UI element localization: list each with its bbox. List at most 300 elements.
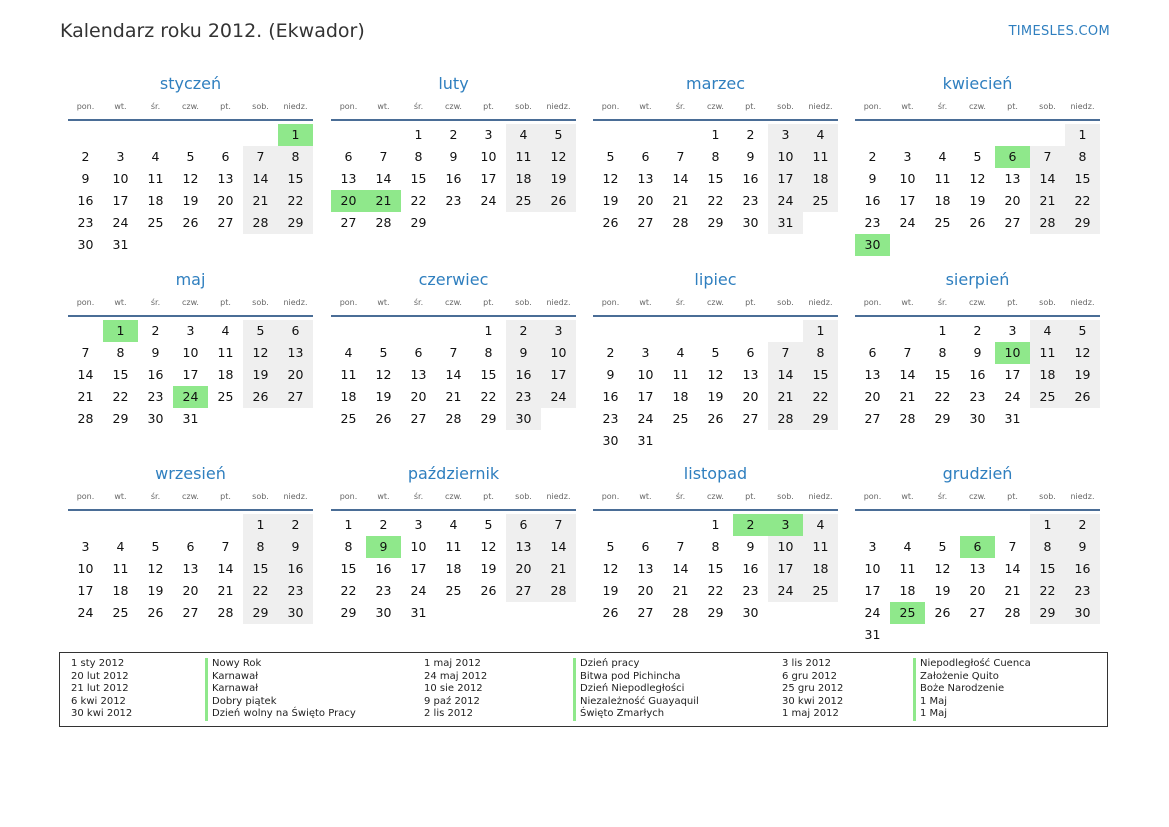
day-cell: 17 — [864, 583, 881, 598]
legend-dates-column — [782, 658, 843, 721]
legend-holiday-name: Święto Zmarłych — [573, 708, 699, 721]
legend-holiday-name: Założenie Quito — [913, 671, 1031, 684]
day-cell: 12 — [602, 171, 619, 186]
legend-holiday-name: 1 Maj — [913, 696, 1031, 709]
day-cell: 3 — [541, 320, 576, 342]
day-cell: 26 — [375, 411, 392, 426]
legend-date: 30 kwi 2012 — [782, 695, 844, 707]
day-cell: 8 — [243, 536, 278, 558]
day-cell: 20 — [969, 583, 986, 598]
day-cell: 27 — [217, 215, 234, 230]
day-cell: 11 — [445, 539, 462, 554]
day-cell: 7 — [243, 146, 278, 168]
day-cell: 1 — [1065, 124, 1100, 146]
day-cell: 31 — [182, 411, 199, 426]
month-8 — [68, 463, 313, 620]
day-cell: 6 — [344, 149, 353, 164]
day-cell: 5 — [484, 517, 493, 532]
legend-dates-column — [71, 658, 132, 721]
day-cell: 14 — [77, 367, 94, 382]
day-cell: 10 — [995, 342, 1030, 364]
day-cell: 27 — [969, 605, 986, 620]
day-cell: 25 — [217, 389, 234, 404]
day-cell: 7 — [379, 149, 388, 164]
day-cell: 17 — [410, 561, 427, 576]
day-cell: 28 — [672, 215, 689, 230]
day-cell: 19 — [147, 583, 164, 598]
month-name: marzec — [685, 74, 745, 93]
day-cell: 28 — [541, 580, 576, 602]
weekday-label: czw. — [969, 298, 986, 307]
day-cell: 3 — [903, 149, 912, 164]
day-cell: 4 — [938, 149, 947, 164]
day-cell: 30 — [602, 433, 619, 448]
legend-names-column — [913, 658, 1031, 721]
day-cell: 20 — [217, 193, 234, 208]
day-cell: 22 — [1065, 190, 1100, 212]
month-4 — [68, 269, 313, 426]
day-cell: 30 — [77, 237, 94, 252]
day-cell: 20 — [410, 389, 427, 404]
day-cell: 15 — [410, 171, 427, 186]
weekday-label: sob. — [252, 102, 269, 111]
day-cell: 31 — [768, 212, 803, 234]
day-cell: 16 — [864, 193, 881, 208]
day-cell: 11 — [934, 171, 951, 186]
weekday-header — [68, 295, 313, 317]
day-cell: 26 — [602, 215, 619, 230]
day-cell: 10 — [864, 561, 881, 576]
day-cell: 14 — [541, 536, 576, 558]
day-cell: 18 — [112, 583, 129, 598]
day-cell: 28 — [243, 212, 278, 234]
day-cell: 14 — [243, 168, 278, 190]
day-cell: 26 — [147, 605, 164, 620]
day-cell: 2 — [151, 323, 160, 338]
day-cell: 21 — [899, 389, 916, 404]
weekday-label: śr. — [150, 102, 161, 111]
weekday-label: niedz. — [546, 102, 571, 111]
day-cell: 25 — [672, 411, 689, 426]
legend-date: 1 sty 2012 — [71, 658, 125, 669]
day-cell: 20 — [182, 583, 199, 598]
day-cell: 19 — [1065, 364, 1100, 386]
day-cell: 27 — [278, 386, 313, 408]
weekday-label: śr. — [150, 298, 161, 307]
day-cell: 6 — [278, 320, 313, 342]
day-cell: 10 — [637, 367, 654, 382]
day-cell: 14 — [445, 367, 462, 382]
weekday-header — [855, 295, 1100, 317]
day-cell: 3 — [116, 149, 125, 164]
day-cell: 18 — [506, 168, 541, 190]
day-cell: 8 — [711, 149, 720, 164]
day-cell: 26 — [934, 605, 951, 620]
day-cell: 21 — [672, 193, 689, 208]
day-cell: 12 — [1065, 342, 1100, 364]
day-cell: 24 — [864, 605, 881, 620]
day-cell: 6 — [960, 536, 995, 558]
day-cell: 21 — [366, 190, 401, 212]
weekday-label: śr. — [937, 298, 948, 307]
month-3 — [855, 73, 1100, 252]
day-cell: 25 — [803, 580, 838, 602]
day-cell: 18 — [147, 193, 164, 208]
day-cell: 28 — [899, 411, 916, 426]
day-cell: 24 — [480, 193, 497, 208]
day-cell: 25 — [890, 602, 925, 624]
day-cell: 4 — [221, 323, 230, 338]
day-cell: 18 — [217, 367, 234, 382]
day-cell: 14 — [1004, 561, 1021, 576]
day-cell: 9 — [81, 171, 90, 186]
day-cell: 4 — [803, 124, 838, 146]
day-cell: 24 — [637, 411, 654, 426]
day-cell: 24 — [1004, 389, 1021, 404]
day-cell: 11 — [506, 146, 541, 168]
day-cell: 14 — [899, 367, 916, 382]
day-cell: 10 — [541, 342, 576, 364]
day-cell: 29 — [410, 215, 427, 230]
day-cell: 19 — [243, 364, 278, 386]
day-cell: 28 — [1030, 212, 1065, 234]
day-cell: 25 — [934, 215, 951, 230]
day-cell: 22 — [707, 583, 724, 598]
day-cell: 3 — [186, 323, 195, 338]
weekday-label: pon. — [863, 102, 882, 111]
weekday-header — [331, 489, 576, 511]
month-name: październik — [407, 464, 500, 483]
day-cell: 19 — [602, 193, 619, 208]
day-cell: 23 — [506, 386, 541, 408]
day-cell: 28 — [1004, 605, 1021, 620]
weekday-label: śr. — [675, 102, 686, 111]
day-cell: 29 — [707, 605, 724, 620]
weekday-label: śr. — [413, 492, 424, 501]
day-cell: 25 — [147, 215, 164, 230]
day-cell: 2 — [81, 149, 90, 164]
day-cell: 15 — [340, 561, 357, 576]
weekday-label: wt. — [377, 492, 390, 501]
site-link[interactable]: TIMESLES.COM — [1008, 24, 1110, 39]
day-cell: 19 — [969, 193, 986, 208]
day-cell: 11 — [217, 345, 234, 360]
day-cell: 10 — [410, 539, 427, 554]
legend-dates-column — [424, 658, 487, 721]
day-cell: 20 — [506, 558, 541, 580]
legend-date: 20 lut 2012 — [71, 670, 129, 682]
day-cell: 6 — [414, 345, 423, 360]
day-cell: 8 — [116, 345, 125, 360]
day-cell: 15 — [934, 367, 951, 382]
day-cell: 8 — [803, 342, 838, 364]
day-cell: 10 — [480, 149, 497, 164]
weekday-label: czw. — [445, 492, 462, 501]
day-cell: 24 — [112, 215, 129, 230]
weekday-label: czw. — [707, 492, 724, 501]
day-cell: 28 — [445, 411, 462, 426]
day-cell: 25 — [112, 605, 129, 620]
day-cell: 30 — [147, 411, 164, 426]
day-cell: 14 — [1030, 168, 1065, 190]
day-cell: 20 — [278, 364, 313, 386]
weekday-label: wt. — [114, 298, 127, 307]
weekday-label: czw. — [969, 102, 986, 111]
day-cell: 1 — [414, 127, 423, 142]
day-cell: 26 — [1065, 386, 1100, 408]
day-cell: 31 — [637, 433, 654, 448]
day-cell: 21 — [1004, 583, 1021, 598]
day-cell: 22 — [340, 583, 357, 598]
day-cell: 19 — [602, 583, 619, 598]
day-cell: 13 — [969, 561, 986, 576]
weekday-label: sob. — [515, 492, 532, 501]
legend-date: 2 lis 2012 — [424, 708, 473, 720]
day-cell: 4 — [676, 345, 685, 360]
weekday-header — [68, 489, 313, 511]
day-cell: 5 — [186, 149, 195, 164]
day-cell: 21 — [217, 583, 234, 598]
day-cell: 11 — [147, 171, 164, 186]
weekday-label: wt. — [377, 298, 390, 307]
day-cell: 7 — [81, 345, 90, 360]
day-cell: 9 — [746, 149, 755, 164]
day-cell: 17 — [637, 389, 654, 404]
legend-holiday-name: Karnawał — [205, 683, 356, 696]
month-name: lipiec — [694, 270, 737, 289]
day-cell: 19 — [375, 389, 392, 404]
day-cell: 27 — [506, 580, 541, 602]
day-cell: 22 — [934, 389, 951, 404]
day-cell: 3 — [414, 517, 423, 532]
day-cell: 7 — [221, 539, 230, 554]
holiday-legend — [59, 652, 1108, 727]
day-cell: 7 — [541, 514, 576, 536]
day-cell: 16 — [445, 171, 462, 186]
day-cell: 11 — [340, 367, 357, 382]
weekday-header — [593, 99, 838, 121]
day-cell: 26 — [243, 386, 278, 408]
day-cell: 30 — [742, 215, 759, 230]
day-cell: 18 — [340, 389, 357, 404]
day-cell: 26 — [182, 215, 199, 230]
day-cell: 8 — [414, 149, 423, 164]
day-cell: 26 — [969, 215, 986, 230]
weekday-label: czw. — [182, 298, 199, 307]
weekday-header — [331, 99, 576, 121]
day-cell: 20 — [1004, 193, 1021, 208]
day-cell: 3 — [768, 124, 803, 146]
day-cell: 11 — [112, 561, 129, 576]
day-cell: 12 — [602, 561, 619, 576]
day-cell: 24 — [77, 605, 94, 620]
day-cell: 19 — [480, 561, 497, 576]
day-cell: 13 — [637, 561, 654, 576]
day-cell: 13 — [742, 367, 759, 382]
day-cell: 14 — [217, 561, 234, 576]
day-cell: 12 — [707, 367, 724, 382]
month-1 — [331, 73, 576, 230]
day-cell: 22 — [112, 389, 129, 404]
day-cell: 21 — [77, 389, 94, 404]
day-cell: 22 — [1030, 580, 1065, 602]
weekday-label: sob. — [515, 102, 532, 111]
day-cell: 27 — [742, 411, 759, 426]
weekday-header — [331, 295, 576, 317]
day-cell: 18 — [803, 558, 838, 580]
day-cell: 8 — [711, 539, 720, 554]
legend-date: 6 gru 2012 — [782, 670, 837, 682]
day-cell: 13 — [506, 536, 541, 558]
day-cell: 17 — [480, 171, 497, 186]
weekday-label: sob. — [777, 298, 794, 307]
day-cell: 30 — [1065, 602, 1100, 624]
month-name: styczeń — [159, 74, 222, 93]
day-cell: 12 — [969, 171, 986, 186]
day-cell: 24 — [768, 580, 803, 602]
weekday-label: śr. — [675, 298, 686, 307]
day-cell: 27 — [410, 411, 427, 426]
day-cell: 16 — [969, 367, 986, 382]
day-cell: 3 — [1008, 323, 1017, 338]
day-cell: 2 — [733, 514, 768, 536]
legend-holiday-name: Karnawał — [205, 671, 356, 684]
day-cell: 17 — [899, 193, 916, 208]
weekday-label: niedz. — [283, 102, 308, 111]
day-cell: 30 — [969, 411, 986, 426]
day-cell: 4 — [151, 149, 160, 164]
day-cell: 29 — [340, 605, 357, 620]
day-cell: 6 — [186, 539, 195, 554]
weekday-label: czw. — [182, 492, 199, 501]
weekday-label: pon. — [339, 102, 358, 111]
day-cell: 16 — [1065, 558, 1100, 580]
day-cell: 13 — [278, 342, 313, 364]
day-cell: 2 — [868, 149, 877, 164]
legend-date: 25 gru 2012 — [782, 683, 844, 695]
day-cell: 29 — [243, 602, 278, 624]
legend-date: 10 sie 2012 — [424, 683, 483, 695]
day-cell: 2 — [379, 517, 388, 532]
month-name: kwiecień — [942, 74, 1013, 93]
weekday-label: pt. — [745, 298, 756, 307]
day-cell: 20 — [331, 190, 366, 212]
day-cell: 17 — [768, 168, 803, 190]
day-cell: 6 — [221, 149, 230, 164]
day-cell: 30 — [278, 602, 313, 624]
legend-date: 1 maj 2012 — [782, 708, 839, 720]
day-cell: 21 — [541, 558, 576, 580]
weekday-label: pt. — [483, 298, 494, 307]
day-cell: 27 — [637, 605, 654, 620]
day-cell: 4 — [803, 514, 838, 536]
weekday-label: pt. — [1007, 298, 1018, 307]
weekday-label: czw. — [707, 298, 724, 307]
weekday-label: pon. — [601, 298, 620, 307]
day-cell: 17 — [768, 558, 803, 580]
day-cell: 2 — [746, 127, 755, 142]
weekday-label: sob. — [515, 298, 532, 307]
day-cell: 6 — [641, 149, 650, 164]
weekday-label: pt. — [745, 102, 756, 111]
weekday-label: czw. — [969, 492, 986, 501]
day-cell: 23 — [742, 583, 759, 598]
weekday-label: wt. — [639, 492, 652, 501]
day-cell: 9 — [746, 539, 755, 554]
month-name: maj — [175, 270, 206, 289]
day-cell: 4 — [116, 539, 125, 554]
day-cell: 12 — [375, 367, 392, 382]
day-cell: 7 — [1030, 146, 1065, 168]
weekday-label: pon. — [76, 102, 95, 111]
day-cell: 15 — [707, 171, 724, 186]
day-cell: 5 — [973, 149, 982, 164]
day-cell: 26 — [707, 411, 724, 426]
day-cell: 24 — [173, 386, 208, 408]
weekday-label: niedz. — [808, 102, 833, 111]
month-10 — [593, 463, 838, 620]
day-cell: 12 — [934, 561, 951, 576]
weekday-label: pt. — [745, 492, 756, 501]
day-cell: 9 — [366, 536, 401, 558]
day-cell: 30 — [855, 234, 890, 256]
day-cell: 1 — [711, 517, 720, 532]
day-cell: 1 — [103, 320, 138, 342]
day-cell: 29 — [278, 212, 313, 234]
day-cell: 16 — [506, 364, 541, 386]
day-cell: 2 — [606, 345, 615, 360]
day-cell: 15 — [1065, 168, 1100, 190]
day-cell: 15 — [112, 367, 129, 382]
day-cell: 10 — [768, 536, 803, 558]
day-cell: 7 — [1008, 539, 1017, 554]
day-cell: 28 — [768, 408, 803, 430]
day-cell: 17 — [182, 367, 199, 382]
day-cell: 21 — [672, 583, 689, 598]
day-cell: 11 — [899, 561, 916, 576]
month-0 — [68, 73, 313, 252]
weekday-label: czw. — [707, 102, 724, 111]
month-name: sierpień — [945, 270, 1010, 289]
day-cell: 27 — [637, 215, 654, 230]
weekday-header — [855, 489, 1100, 511]
day-cell: 9 — [1065, 536, 1100, 558]
day-cell: 7 — [676, 539, 685, 554]
weekday-label: wt. — [114, 492, 127, 501]
weekday-label: wt. — [901, 102, 914, 111]
day-cell: 29 — [707, 215, 724, 230]
weekday-label: pt. — [220, 492, 231, 501]
day-cell: 19 — [934, 583, 951, 598]
day-cell: 15 — [803, 364, 838, 386]
day-cell: 28 — [672, 605, 689, 620]
day-cell: 1 — [938, 323, 947, 338]
day-cell: 15 — [480, 367, 497, 382]
weekday-label: sob. — [777, 102, 794, 111]
legend-names-column — [573, 658, 699, 721]
legend-names-column — [205, 658, 356, 721]
day-cell: 23 — [445, 193, 462, 208]
day-cell: 23 — [969, 389, 986, 404]
day-cell: 29 — [112, 411, 129, 426]
day-cell: 10 — [77, 561, 94, 576]
day-cell: 11 — [803, 536, 838, 558]
weekday-label: niedz. — [1070, 492, 1095, 501]
day-cell: 22 — [243, 580, 278, 602]
weekday-header — [593, 295, 838, 317]
day-cell: 16 — [742, 171, 759, 186]
day-cell: 9 — [606, 367, 615, 382]
